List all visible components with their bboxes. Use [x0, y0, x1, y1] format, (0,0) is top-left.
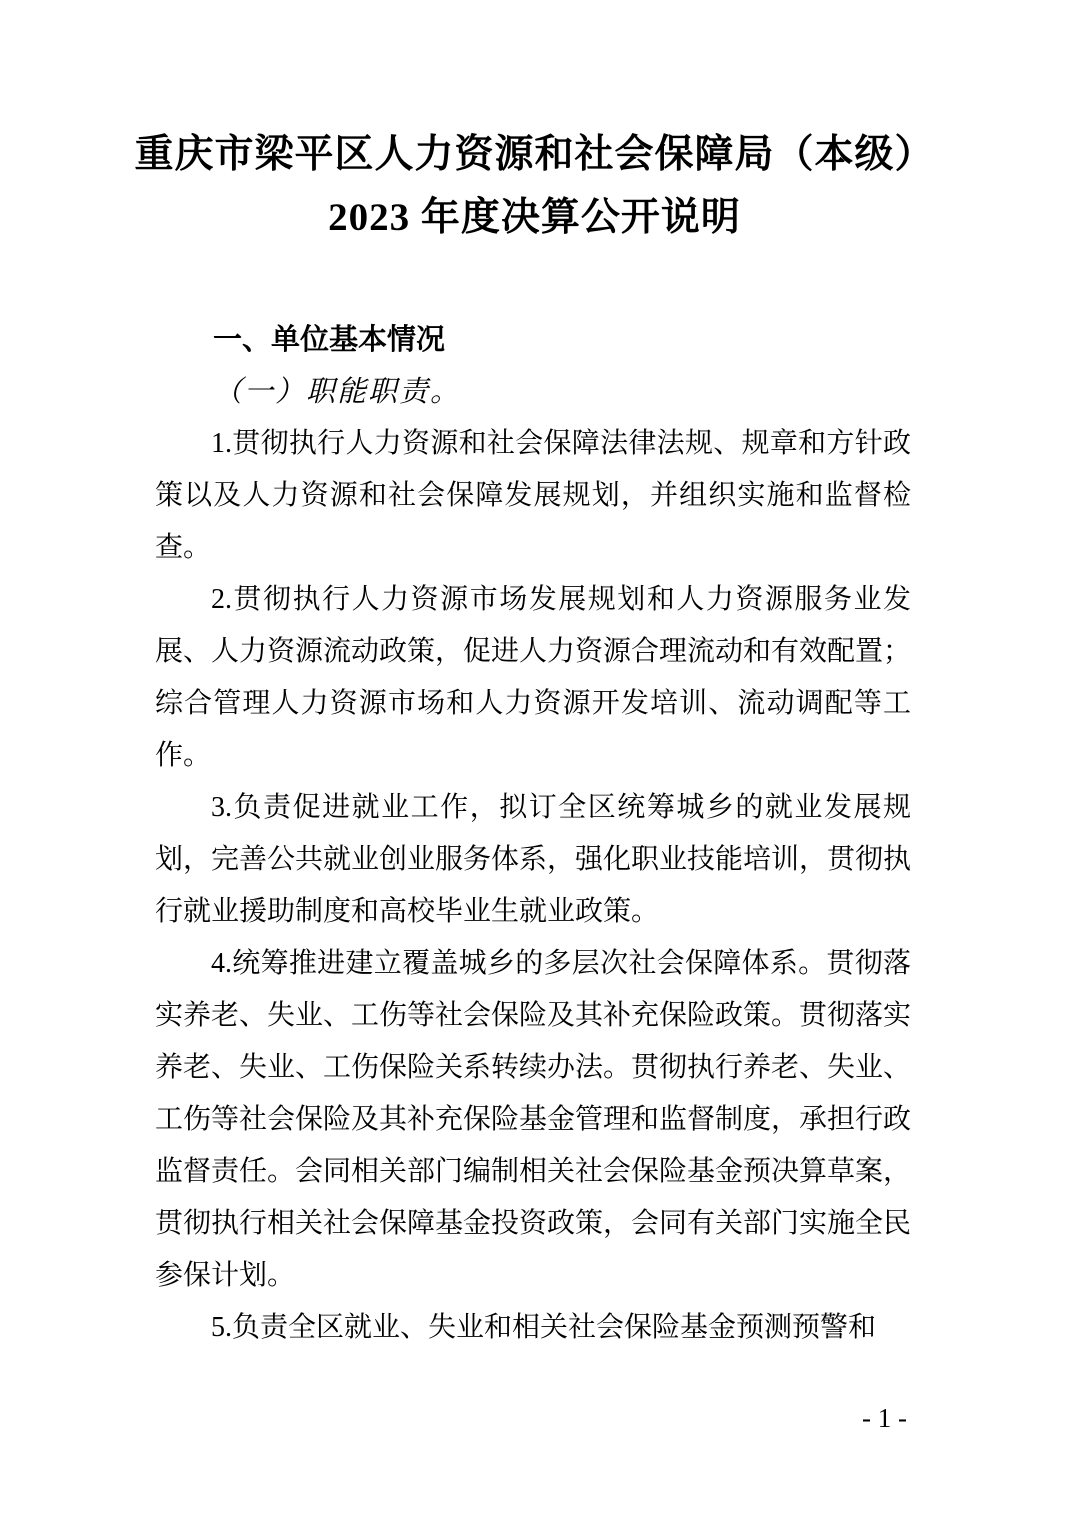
- subsection-heading: （一）职能职责。: [213, 376, 462, 408]
- body-paragraph-3: 3.负责促进就业工作，拟订全区统筹城乡的就业发展规划，完善公共就业创业服务体系，强化职业技能培训，贯彻执行就业援助制度和高校毕业生就业政策。: [155, 792, 912, 927]
- body-paragraph-1: 1.贯彻执行人力资源和社会保障法律法规、规章和方针政策以及人力资源和社会保障发展规划，并组织实施和监督检查。: [155, 428, 911, 563]
- body-paragraph-2: 2.贯彻执行人力资源市场发展规划和人力资源服务业发展、人力资源流动政策，促进人力资源合理流动和有效配置；综合管理人力资源市场和人力资源开发培训、流动调配等工作。: [155, 584, 912, 771]
- section-heading: 一、单位基本情况: [213, 324, 446, 356]
- body-paragraph-5: 5.负责全区就业、失业和相关社会保险基金预测预警和: [211, 1312, 877, 1343]
- document-body: [155, 314, 911, 1354]
- page-number: - 1 -: [862, 1403, 907, 1433]
- document-title: [0, 123, 1069, 249]
- document-title-line-2: 2023 年度决算公开说明: [328, 196, 741, 239]
- body-paragraph-4: 4.统筹推进建立覆盖城乡的多层次社会保障体系。贯彻落实养老、失业、工伤等社会保险及其补充保险政策。贯彻落实养老、失业、工伤保险关系转续办法。贯彻执行养老、失业、工伤等社会保险及其补充保险基金管理和监督制度，承担行政监督责任。会同相关部门编制相关社会保险基金预决算草案，贯彻执行相关社会保障基金投资政策，会同有关部门实施全民参保计划。: [155, 948, 912, 1291]
- document-title-line-1: 重庆市梁平区人力资源和社会保障局（本级）: [134, 133, 935, 176]
